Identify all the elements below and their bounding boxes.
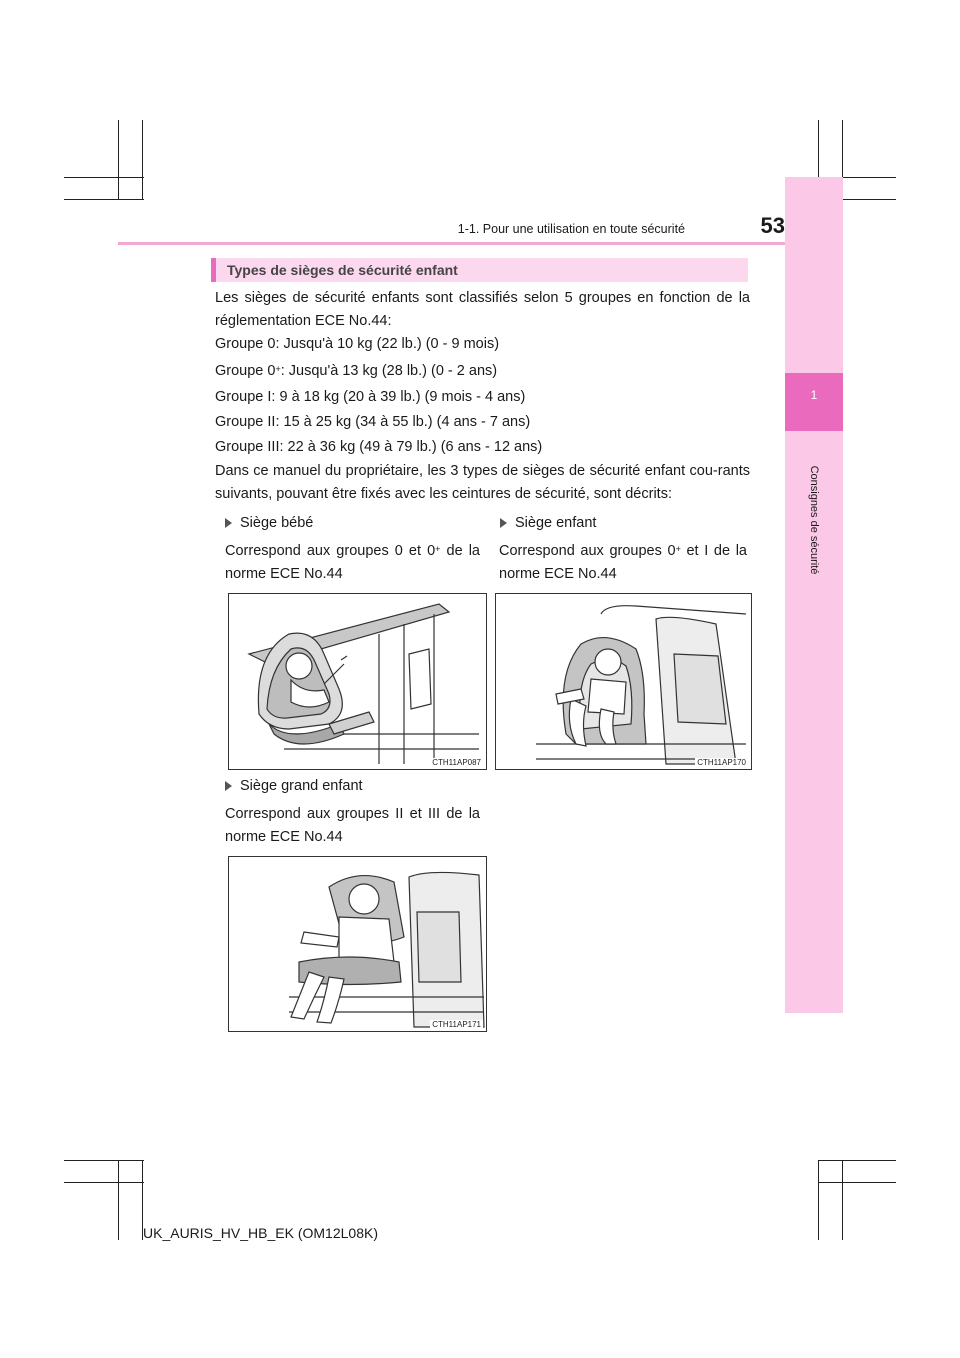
group-0-plus	[215, 360, 497, 383]
crop-mark	[842, 1160, 843, 1240]
plus-superscript: +	[435, 544, 441, 554]
section-bar-accent	[211, 258, 216, 282]
group-2: Groupe II: 15 à 25 kg (34 à 55 lb.) (4 ans - 7 ans)	[215, 414, 531, 430]
group-1: Groupe I: 9 à 18 kg (20 à 39 lb.) (9 mois - 4 ans)	[215, 389, 526, 405]
figure-code: CTH11AP087	[432, 758, 481, 767]
group-0-plus-prefix: Groupe 0	[215, 363, 276, 379]
chapter-side-tab	[785, 177, 843, 1013]
summary-paragraph: Dans ce manuel du propriétaire, les 3 types de sièges de sécurité enfant cou-rants suivants, pouvant être fixés avec les ceintures de sécurité, sont décrits:	[215, 463, 750, 502]
figure-code: CTH11AP170	[697, 758, 746, 767]
chapter-number: 1	[810, 388, 818, 402]
baby-seat-title: Siège bébé	[240, 515, 314, 531]
crop-mark	[818, 1160, 819, 1240]
chapter-tab-active[interactable]	[785, 373, 843, 431]
group-3: Groupe III: 22 à 36 kg (49 à 79 lb.) (6 ans - 12 ans)	[215, 439, 543, 455]
crop-mark	[64, 1160, 144, 1161]
junior-seat-title: Siège grand enfant	[240, 778, 363, 794]
running-header: 1-1. Pour une utilisation en toute sécurité	[457, 222, 685, 236]
junior-seat-description: Correspond aux groupes II et III de la norme ECE No.44	[225, 806, 480, 845]
crop-mark	[142, 120, 143, 200]
crop-mark	[64, 199, 144, 200]
child-seat-heading	[500, 512, 596, 535]
baby-seat-description: Correspond aux groupes 0 et 0+ de la norme ECE No.44	[225, 543, 480, 582]
crop-mark	[818, 1160, 896, 1161]
header-rule	[118, 242, 785, 245]
child-seat-title: Siège enfant	[515, 515, 597, 531]
section-title-bar	[211, 258, 748, 282]
group-0-plus-rest: : Jusqu'à 13 kg (28 lb.) (0 - 2 ans)	[280, 363, 498, 379]
crop-mark	[118, 120, 119, 200]
crop-mark	[64, 1182, 144, 1183]
junior-seat-illustration	[228, 856, 487, 1032]
chapter-label: Consignes de sécurité	[808, 465, 820, 575]
bullet-triangle-icon	[225, 518, 232, 528]
bullet-triangle-icon	[500, 518, 507, 528]
child-seat-illustration	[495, 593, 752, 770]
crop-mark	[118, 1160, 119, 1240]
intro-paragraph: Les sièges de sécurité enfants sont classifiés selon 5 groupes en fonction de la réglementation ECE No.44:	[215, 290, 750, 329]
group-0: Groupe 0: Jusqu'à 10 kg (22 lb.) (0 - 9 mois)	[215, 336, 500, 352]
baby-seat-drawing	[229, 594, 486, 769]
baby-seat-heading	[225, 512, 313, 535]
child-seat-description: Correspond aux groupes 0+ et I de la norme ECE No.44	[499, 543, 747, 582]
junior-seat-heading	[225, 775, 363, 798]
figure-code: CTH11AP171	[432, 1020, 481, 1029]
plus-superscript: +	[675, 544, 681, 554]
crop-mark	[64, 177, 144, 178]
baby-seat-illustration	[228, 593, 487, 770]
junior-seat-drawing	[229, 857, 486, 1031]
page-number: 53	[760, 213, 785, 238]
document-id: UK_AURIS_HV_HB_EK (OM12L08K)	[143, 1225, 378, 1241]
crop-mark	[818, 1182, 896, 1183]
bullet-triangle-icon	[225, 781, 232, 791]
child-seat-drawing	[496, 594, 751, 769]
section-title: Types de sièges de sécurité enfant	[227, 262, 458, 278]
plus-superscript: +	[275, 364, 281, 374]
